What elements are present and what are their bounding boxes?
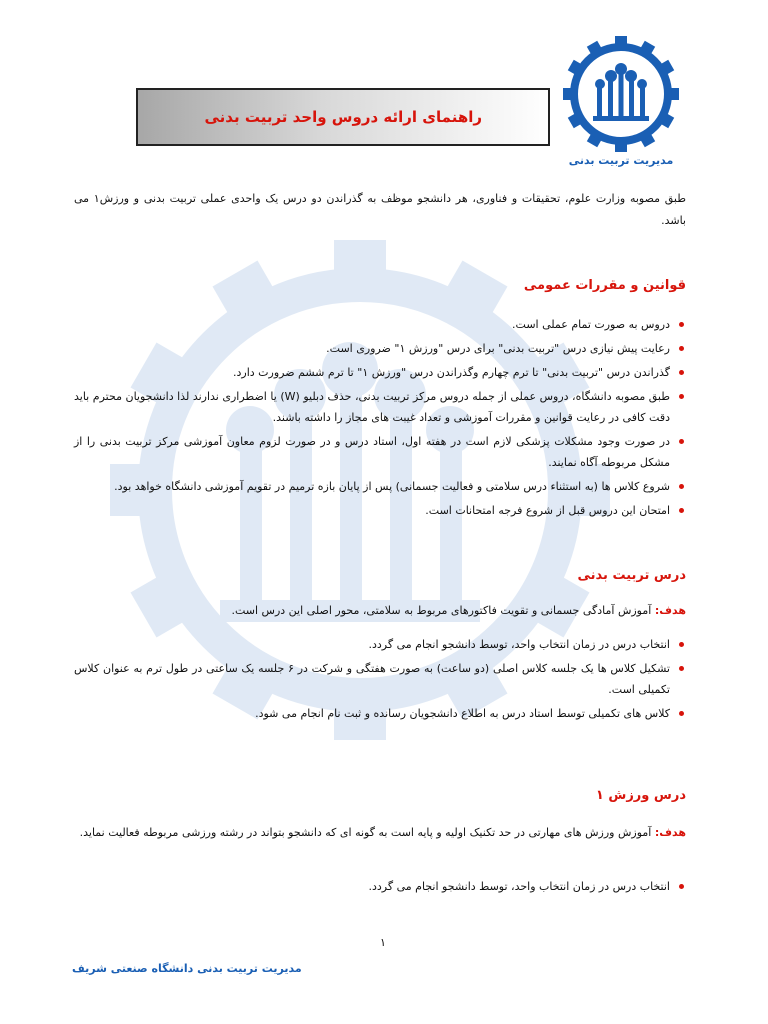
bullet-icon <box>679 711 684 716</box>
logo-caption: مدیریت تربیت بدنی <box>568 154 674 167</box>
rules-list <box>74 314 686 524</box>
goal-text: آموزش آمادگی جسمانی و تقویت فاکتورهای مربوط به سلامتی، محور اصلی این درس است. <box>231 604 652 617</box>
pe-list <box>74 634 686 727</box>
bullet-icon <box>679 439 684 444</box>
bullet-icon <box>679 394 684 399</box>
list-item: دروس به صورت تمام عملی است. <box>74 314 686 335</box>
goal-label: هدف: <box>654 604 686 617</box>
list-item: امتحان این دروس قبل از شروع فرجه امتحانات است. <box>74 500 686 521</box>
list-item: انتخاب درس در زمان انتخاب واحد، توسط دانشجو انجام می گردد. <box>74 634 686 655</box>
pe-goal <box>74 600 686 622</box>
document-title: راهنمای ارائه دروس واحد تربیت بدنی <box>204 108 482 126</box>
bullet-icon <box>679 322 684 327</box>
bullet-icon <box>679 346 684 351</box>
list-item: انتخاب درس در زمان انتخاب واحد، توسط دانشجو انجام می گردد. <box>74 876 686 897</box>
intro-paragraph: طبق مصوبه وزارت علوم، تحقیقات و فناوری، هر دانشجو موظف به گذراندن دو درس یک واحدی عملی تربیت بدنی و ورزش۱ می باشد. <box>74 192 686 227</box>
list-item: رعایت پیش نیازی درس "تربیت بدنی" برای درس "ورزش ۱" ضروری است. <box>74 338 686 359</box>
page-footer: مدیریت تربیت بدنی دانشگاه صنعتی شریف <box>72 962 302 975</box>
bullet-icon <box>679 484 684 489</box>
sport1-list <box>74 876 686 900</box>
pe-heading: درس تربیت بدنی <box>577 568 686 583</box>
sport1-goal <box>74 822 686 844</box>
goal-text: آموزش ورزش های مهارتی در حد تکنیک اولیه و پایه است به گونه ای که دانشجو بتواند در رشته ورزشی مربوطه فعالیت نماید. <box>79 826 652 839</box>
page-number: ۱ <box>380 936 386 949</box>
goal-label: هدف: <box>654 826 686 839</box>
list-item: گذراندن درس "تربیت بدنی" تا ترم چهارم وگذراندن درس "ورزش ۱" تا ترم ششم ضرورت دارد. <box>74 362 686 383</box>
list-item: تشکیل کلاس ها یک جلسه کلاس اصلی (دو ساعت) به صورت هفتگی و شرکت در ۶ جلسه یک ساعتی در طول ترم به عنوان کلاس تکمیلی است. <box>74 658 686 700</box>
title-box <box>136 88 550 146</box>
list-item: طبق مصوبه دانشگاه، دروس عملی از جمله دروس مرکز تربیت بدنی، حذف دبلیو (W) یا اضطراری ندارند لذا دانشجویان محترم باید دقت کافی در رعایت قوانین و مقررات آموزشی و تعداد غیبت های مجاز را داشته باشند. <box>74 386 686 428</box>
bullet-icon <box>679 508 684 513</box>
sport1-heading: درس ورزش ۱ <box>595 788 686 803</box>
bullet-icon <box>679 370 684 375</box>
list-item: کلاس های تکمیلی توسط استاد درس به اطلاع دانشجویان رسانده و ثبت نام انجام می شود. <box>74 703 686 724</box>
university-logo <box>562 36 680 176</box>
bullet-icon <box>679 642 684 647</box>
bullet-icon <box>679 884 684 889</box>
list-item: شروع کلاس ها (به استثناء درس سلامتی و فعالیت جسمانی) پس از پایان بازه ترمیم در تقویم آموزشی دانشگاه خواهد بود. <box>74 476 686 497</box>
rules-heading: قوانین و مقررات عمومی <box>523 278 686 293</box>
bullet-icon <box>679 666 684 671</box>
list-item: در صورت وجود مشکلات پزشکی لازم است در هفته اول، استاد درس و در صورت لزوم معاون آموزشی مرکز تربیت بدنی را از مشکل مربوطه آگاه نمایند. <box>74 431 686 473</box>
